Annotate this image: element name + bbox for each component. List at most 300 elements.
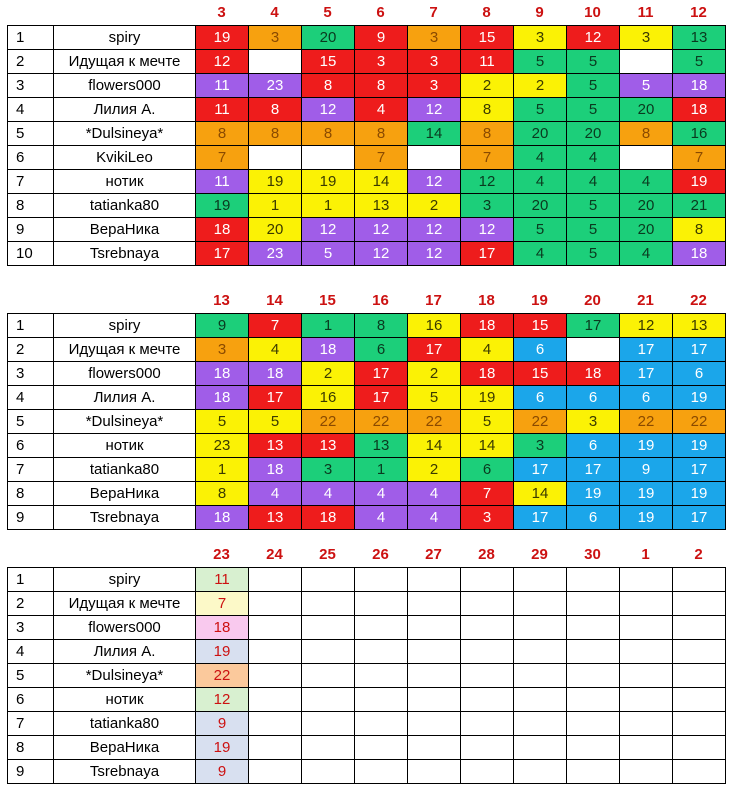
- date-header: 12: [690, 4, 707, 21]
- score-cell: 19: [620, 434, 673, 458]
- score-cell: 5: [567, 218, 620, 242]
- score-cell: 2: [514, 74, 567, 98]
- score-cell: 5: [408, 386, 461, 410]
- row-number: 3: [8, 616, 54, 640]
- score-cell: [249, 664, 302, 688]
- score-cell: 3: [249, 26, 302, 50]
- table-row: [8, 760, 726, 784]
- table-row: [8, 146, 726, 170]
- score-cell: [514, 760, 567, 784]
- score-cell: 1: [249, 194, 302, 218]
- score-cell: 17: [355, 386, 408, 410]
- date-header: 5: [323, 4, 332, 21]
- score-cell: 12: [620, 314, 673, 338]
- score-cell: 17: [620, 362, 673, 386]
- score-cell: 12: [461, 218, 514, 242]
- score-cell: 19: [673, 386, 726, 410]
- score-cell: 19: [196, 736, 249, 760]
- score-cell: 13: [673, 26, 726, 50]
- score-cell: 4: [514, 242, 567, 266]
- score-cell: [249, 592, 302, 616]
- score-cell: 11: [196, 568, 249, 592]
- score-cell: 12: [408, 170, 461, 194]
- table-row: [8, 50, 726, 74]
- score-cell: 17: [355, 362, 408, 386]
- participant-name: Идущая к мечте: [54, 50, 196, 74]
- date-header: 29: [531, 546, 548, 563]
- row-number: 8: [8, 194, 54, 218]
- score-cell: 19: [461, 386, 514, 410]
- row-number: 5: [8, 664, 54, 688]
- score-cell: [514, 592, 567, 616]
- score-cell: 6: [567, 434, 620, 458]
- score-cell: 17: [408, 338, 461, 362]
- score-cell: 4: [355, 482, 408, 506]
- score-cell: 3: [408, 50, 461, 74]
- participant-name: flowers000: [54, 362, 196, 386]
- score-cell: [408, 616, 461, 640]
- score-cell: [302, 736, 355, 760]
- score-cell: 18: [567, 362, 620, 386]
- score-cell: [620, 640, 673, 664]
- score-cell: 3: [461, 194, 514, 218]
- score-cell: [514, 640, 567, 664]
- table-row: [8, 242, 726, 266]
- score-cell: 15: [461, 26, 514, 50]
- score-cell: 9: [196, 712, 249, 736]
- score-cell: [620, 688, 673, 712]
- score-cell: 12: [302, 98, 355, 122]
- score-cell: 16: [673, 122, 726, 146]
- participant-name: Лилия А.: [54, 98, 196, 122]
- score-cell: 13: [302, 434, 355, 458]
- score-cell: 6: [514, 338, 567, 362]
- score-cell: 17: [673, 506, 726, 530]
- date-header: 22: [690, 292, 707, 309]
- row-number: 1: [8, 314, 54, 338]
- score-cell: [302, 760, 355, 784]
- score-cell: [249, 50, 302, 74]
- table-row: [8, 712, 726, 736]
- score-cell: [620, 712, 673, 736]
- score-cell: [461, 760, 514, 784]
- row-number: 9: [8, 760, 54, 784]
- score-cell: [355, 616, 408, 640]
- score-cell: 16: [408, 314, 461, 338]
- score-cell: [355, 712, 408, 736]
- table-row: [8, 362, 726, 386]
- date-header: 9: [535, 4, 544, 21]
- score-table: [7, 567, 726, 784]
- score-cell: [673, 712, 726, 736]
- score-cell: [408, 640, 461, 664]
- score-cell: [408, 712, 461, 736]
- score-cell: [408, 592, 461, 616]
- score-cell: 4: [355, 506, 408, 530]
- score-cell: 6: [567, 506, 620, 530]
- score-cell: 19: [196, 640, 249, 664]
- score-cell: [355, 736, 408, 760]
- participant-name: ВераНика: [54, 482, 196, 506]
- score-cell: 3: [408, 26, 461, 50]
- score-cell: 18: [673, 98, 726, 122]
- participant-name: *Dulsineya*: [54, 122, 196, 146]
- score-cell: [461, 736, 514, 760]
- table-row: [8, 386, 726, 410]
- date-header: 8: [482, 4, 491, 21]
- score-cell: 16: [302, 386, 355, 410]
- score-cell: 20: [302, 26, 355, 50]
- score-cell: 20: [620, 194, 673, 218]
- participant-name: KvikiLeo: [54, 146, 196, 170]
- score-cell: 17: [514, 506, 567, 530]
- score-cell: 12: [461, 170, 514, 194]
- date-header: 2: [694, 546, 703, 563]
- score-cell: [620, 616, 673, 640]
- score-cell: [567, 688, 620, 712]
- score-cell: [355, 688, 408, 712]
- score-cell: [620, 146, 673, 170]
- row-number: 3: [8, 74, 54, 98]
- score-cell: 18: [673, 74, 726, 98]
- participant-name: нотик: [54, 688, 196, 712]
- score-cell: [567, 760, 620, 784]
- score-cell: [620, 592, 673, 616]
- score-cell: [302, 664, 355, 688]
- score-cell: 8: [196, 482, 249, 506]
- score-cell: 18: [249, 458, 302, 482]
- date-header: 16: [372, 292, 389, 309]
- participant-name: нотик: [54, 170, 196, 194]
- row-number: 4: [8, 98, 54, 122]
- score-cell: 13: [249, 506, 302, 530]
- score-table: [7, 313, 726, 530]
- score-cell: 12: [355, 242, 408, 266]
- score-cell: 15: [514, 362, 567, 386]
- participant-name: tatianka80: [54, 712, 196, 736]
- score-cell: 5: [567, 242, 620, 266]
- score-cell: 22: [196, 664, 249, 688]
- score-cell: [567, 338, 620, 362]
- score-cell: [461, 568, 514, 592]
- score-cell: 17: [567, 314, 620, 338]
- score-cell: 9: [196, 314, 249, 338]
- score-cell: [249, 568, 302, 592]
- participant-name: spiry: [54, 568, 196, 592]
- score-cell: 4: [461, 338, 514, 362]
- score-cell: 5: [514, 98, 567, 122]
- score-cell: 3: [514, 434, 567, 458]
- date-header: 24: [266, 546, 283, 563]
- score-cell: 14: [461, 434, 514, 458]
- participant-name: flowers000: [54, 616, 196, 640]
- participant-name: flowers000: [54, 74, 196, 98]
- score-cell: [673, 736, 726, 760]
- score-cell: [408, 664, 461, 688]
- row-number: 7: [8, 170, 54, 194]
- row-number: 8: [8, 736, 54, 760]
- participant-name: Лилия А.: [54, 640, 196, 664]
- score-cell: 4: [567, 170, 620, 194]
- score-cell: 5: [567, 194, 620, 218]
- score-cell: 18: [673, 242, 726, 266]
- participant-name: ВераНика: [54, 736, 196, 760]
- score-cell: 18: [461, 314, 514, 338]
- score-cell: 1: [355, 458, 408, 482]
- score-cell: 18: [196, 386, 249, 410]
- score-cell: 3: [302, 458, 355, 482]
- table-row: [8, 170, 726, 194]
- row-number: 9: [8, 218, 54, 242]
- score-cell: 19: [620, 506, 673, 530]
- score-cell: [249, 640, 302, 664]
- participant-name: Идущая к мечте: [54, 338, 196, 362]
- score-cell: 19: [673, 482, 726, 506]
- score-cell: 2: [408, 362, 461, 386]
- date-header: 3: [217, 4, 226, 21]
- score-cell: 18: [302, 506, 355, 530]
- row-number: 2: [8, 592, 54, 616]
- score-cell: 4: [514, 146, 567, 170]
- participant-name: Tsrebnaya: [54, 242, 196, 266]
- score-cell: [461, 712, 514, 736]
- score-cell: 20: [620, 98, 673, 122]
- date-header: 18: [478, 292, 495, 309]
- score-cell: 23: [196, 434, 249, 458]
- score-cell: 4: [408, 506, 461, 530]
- row-number: 1: [8, 26, 54, 50]
- score-cell: [408, 568, 461, 592]
- score-cell: 17: [249, 386, 302, 410]
- date-header-row: [0, 545, 738, 565]
- score-cell: 12: [196, 688, 249, 712]
- row-number: 7: [8, 712, 54, 736]
- score-cell: 8: [196, 122, 249, 146]
- score-cell: 15: [302, 50, 355, 74]
- score-cell: 19: [196, 26, 249, 50]
- score-cell: 4: [620, 170, 673, 194]
- score-cell: 1: [302, 194, 355, 218]
- score-cell: 19: [673, 434, 726, 458]
- score-cell: 22: [302, 410, 355, 434]
- score-cell: 19: [249, 170, 302, 194]
- score-cell: 17: [567, 458, 620, 482]
- score-cell: 5: [196, 410, 249, 434]
- score-cell: 5: [302, 242, 355, 266]
- date-header: 27: [425, 546, 442, 563]
- score-cell: [302, 712, 355, 736]
- score-cell: 22: [620, 410, 673, 434]
- row-number: 2: [8, 50, 54, 74]
- score-cell: 19: [567, 482, 620, 506]
- score-cell: 12: [408, 98, 461, 122]
- date-header-row: [0, 3, 738, 23]
- score-cell: [249, 688, 302, 712]
- score-cell: 2: [408, 458, 461, 482]
- score-cell: 9: [196, 760, 249, 784]
- score-cell: 19: [196, 194, 249, 218]
- score-cell: [673, 616, 726, 640]
- score-cell: [302, 616, 355, 640]
- score-cell: [355, 592, 408, 616]
- row-number: 9: [8, 506, 54, 530]
- table-row: [8, 338, 726, 362]
- score-cell: 20: [249, 218, 302, 242]
- participant-name: spiry: [54, 314, 196, 338]
- score-cell: 17: [514, 458, 567, 482]
- score-cell: 9: [620, 458, 673, 482]
- score-cell: [620, 50, 673, 74]
- date-header: 26: [372, 546, 389, 563]
- score-cell: [355, 640, 408, 664]
- participant-name: *Dulsineya*: [54, 664, 196, 688]
- date-header: 30: [584, 546, 601, 563]
- score-cell: 18: [249, 362, 302, 386]
- score-cell: 3: [514, 26, 567, 50]
- score-cell: 4: [567, 146, 620, 170]
- score-cell: 7: [673, 146, 726, 170]
- score-cell: [302, 146, 355, 170]
- score-cell: 8: [620, 122, 673, 146]
- score-cell: [408, 736, 461, 760]
- score-cell: 17: [620, 338, 673, 362]
- score-cell: 19: [673, 170, 726, 194]
- score-cell: [514, 688, 567, 712]
- table-row: [8, 482, 726, 506]
- score-cell: [408, 688, 461, 712]
- date-header: 13: [213, 292, 230, 309]
- date-header-row: [0, 291, 738, 311]
- table-row: [8, 458, 726, 482]
- score-cell: 11: [196, 170, 249, 194]
- participant-name: Tsrebnaya: [54, 506, 196, 530]
- score-cell: [249, 712, 302, 736]
- score-cell: 6: [355, 338, 408, 362]
- score-cell: 6: [673, 362, 726, 386]
- score-cell: [567, 592, 620, 616]
- score-cell: 5: [567, 50, 620, 74]
- participant-name: нотик: [54, 434, 196, 458]
- score-cell: [249, 736, 302, 760]
- score-cell: 13: [673, 314, 726, 338]
- table-row: [8, 218, 726, 242]
- table-row: [8, 664, 726, 688]
- score-cell: 8: [302, 74, 355, 98]
- score-cell: [355, 568, 408, 592]
- score-cell: [461, 616, 514, 640]
- table-row: [8, 98, 726, 122]
- score-cell: [408, 760, 461, 784]
- score-cell: 22: [673, 410, 726, 434]
- score-cell: 2: [461, 74, 514, 98]
- score-cell: [673, 664, 726, 688]
- table-row: [8, 314, 726, 338]
- score-cell: [620, 760, 673, 784]
- score-cell: 18: [302, 338, 355, 362]
- score-cell: 17: [461, 242, 514, 266]
- score-cell: [302, 640, 355, 664]
- table-row: [8, 616, 726, 640]
- score-cell: 17: [673, 338, 726, 362]
- score-cell: 6: [620, 386, 673, 410]
- row-number: 6: [8, 146, 54, 170]
- date-header: 20: [584, 292, 601, 309]
- score-cell: 6: [461, 458, 514, 482]
- score-cell: [567, 616, 620, 640]
- score-cell: 5: [620, 74, 673, 98]
- table-row: [8, 194, 726, 218]
- score-cell: 7: [461, 146, 514, 170]
- score-cell: [567, 712, 620, 736]
- participant-name: tatianka80: [54, 194, 196, 218]
- row-number: 5: [8, 122, 54, 146]
- score-cell: 14: [355, 170, 408, 194]
- date-header: 17: [425, 292, 442, 309]
- score-cell: 8: [249, 122, 302, 146]
- score-cell: 3: [461, 506, 514, 530]
- score-cell: 5: [461, 410, 514, 434]
- score-cell: [673, 592, 726, 616]
- score-cell: [673, 760, 726, 784]
- score-cell: 7: [196, 146, 249, 170]
- row-number: 4: [8, 640, 54, 664]
- score-cell: 8: [249, 98, 302, 122]
- row-number: 3: [8, 362, 54, 386]
- date-header: 6: [376, 4, 385, 21]
- score-cell: 13: [355, 434, 408, 458]
- score-cell: 12: [355, 218, 408, 242]
- score-cell: [461, 664, 514, 688]
- score-cell: [302, 592, 355, 616]
- score-cell: [514, 616, 567, 640]
- score-cell: 11: [196, 74, 249, 98]
- score-cell: [514, 712, 567, 736]
- score-cell: 13: [249, 434, 302, 458]
- score-cell: 5: [567, 74, 620, 98]
- table-row: [8, 640, 726, 664]
- date-header: 28: [478, 546, 495, 563]
- score-cell: 18: [196, 362, 249, 386]
- score-cell: 5: [249, 410, 302, 434]
- score-cell: [620, 736, 673, 760]
- date-header: 4: [270, 4, 279, 21]
- score-cell: 17: [196, 242, 249, 266]
- score-cell: 2: [408, 194, 461, 218]
- table-row: [8, 688, 726, 712]
- score-cell: 12: [408, 242, 461, 266]
- date-header: 11: [637, 4, 654, 21]
- score-cell: [461, 688, 514, 712]
- score-table: [7, 25, 726, 266]
- score-cell: [514, 568, 567, 592]
- row-number: 10: [8, 242, 54, 266]
- score-cell: [567, 640, 620, 664]
- score-cell: 1: [196, 458, 249, 482]
- date-header: 21: [637, 292, 654, 309]
- date-header: 15: [319, 292, 336, 309]
- score-cell: 18: [196, 506, 249, 530]
- date-header: 7: [429, 4, 438, 21]
- date-header: 1: [641, 546, 650, 563]
- score-cell: 6: [514, 386, 567, 410]
- score-cell: 7: [249, 314, 302, 338]
- score-cell: 11: [196, 98, 249, 122]
- score-cell: 19: [620, 482, 673, 506]
- score-cell: 12: [302, 218, 355, 242]
- score-cell: 15: [514, 314, 567, 338]
- score-cell: 8: [673, 218, 726, 242]
- score-cell: 13: [355, 194, 408, 218]
